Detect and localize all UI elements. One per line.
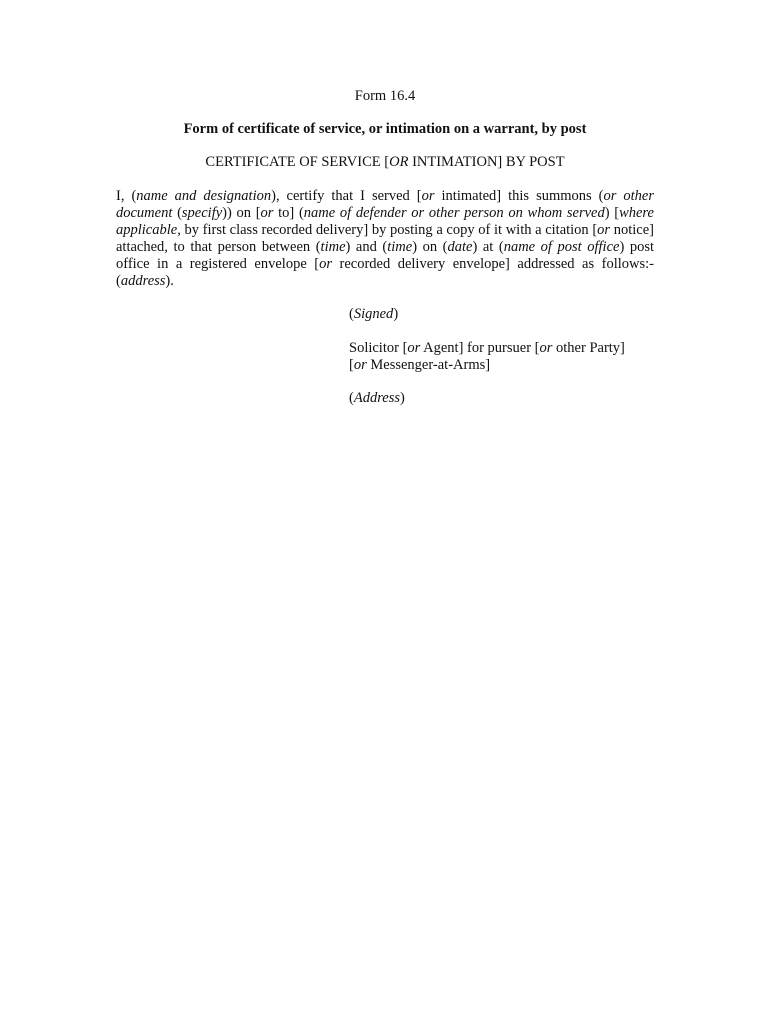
body-placeholder: or [597, 222, 611, 238]
body-text: ( [172, 205, 182, 221]
capacity-or: or [407, 340, 421, 356]
body-text: notice] attached, to that person between ( [116, 222, 654, 255]
signed-line [349, 306, 398, 323]
address-close: ) [400, 390, 405, 406]
body-placeholder: address [120, 273, 166, 289]
body-placeholder: name and designation [136, 188, 272, 204]
body-text: I, ( [116, 188, 137, 204]
body-text: )) on [ [222, 205, 261, 221]
capacity-text: other Party] [552, 340, 625, 356]
capacity-text: Solicitor [ [349, 340, 408, 356]
body-placeholder: time [387, 239, 413, 255]
certificate-body [116, 188, 654, 290]
body-placeholder: date [447, 239, 473, 255]
address-open: ( [349, 390, 354, 406]
body-text: , by first class recorded delivery] by posting a copy of it with a citation [ [177, 222, 598, 238]
address-label: Address [353, 390, 401, 406]
body-text: ). [165, 273, 174, 289]
body-placeholder: or other document [116, 188, 654, 221]
body-placeholder: or [260, 205, 274, 221]
signed-close: ) [393, 306, 399, 322]
body-text: ) [ [604, 205, 620, 221]
certificate-heading [0, 154, 770, 171]
capacity-or: or [539, 340, 553, 356]
body-text: ) and ( [345, 239, 388, 255]
capacity-or: or [353, 357, 367, 373]
body-placeholder: or [319, 256, 332, 272]
body-placeholder: or [421, 188, 435, 204]
body-placeholder: specify [181, 205, 223, 221]
body-placeholder: where applicable [116, 205, 654, 238]
form-title: Form of certificate of service, or intimation on a warrant, by post [183, 121, 587, 137]
body-text: intimated] this summons ( [434, 188, 604, 204]
capacity-text: Messenger-at-Arms] [366, 357, 491, 373]
body-placeholder: name of post office [503, 239, 620, 255]
form-number: Form 16.4 [354, 88, 416, 104]
signatory-capacity [349, 340, 625, 374]
heading-or: OR [389, 154, 409, 170]
signed-open: ( [349, 306, 354, 322]
address-line [349, 390, 405, 407]
heading-text-post: INTIMATION] BY POST [408, 154, 565, 170]
body-text: ), certify that I served [ [271, 188, 422, 204]
heading-text-pre: CERTIFICATE OF SERVICE [ [205, 154, 390, 170]
body-placeholder: name of defender or other person on whom served [303, 205, 605, 221]
body-text: ) at ( [472, 239, 504, 255]
capacity-text: Agent] for pursuer [ [420, 340, 540, 356]
body-placeholder: time [320, 239, 346, 255]
body-text: recorded delivery envelope] addressed as follows:- ( [116, 256, 654, 289]
capacity-text: [ [349, 357, 354, 373]
signed-label: Signed [353, 306, 394, 322]
body-text: ) post office in a registered envelope [ [116, 239, 655, 272]
body-text: ) on ( [412, 239, 448, 255]
body-text: to] ( [273, 205, 304, 221]
